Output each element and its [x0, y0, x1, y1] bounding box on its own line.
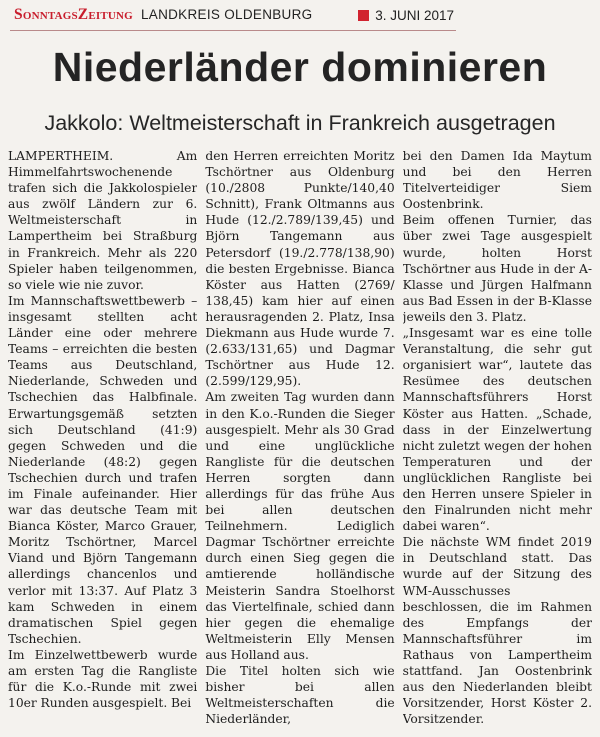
- paragraph: bei den Damen Ida Maytum und bei den Herren Titelverteidiger Siem Oostenbrink.: [402, 149, 592, 212]
- article-column-2: [205, 148, 394, 734]
- masthead: [8, 4, 592, 26]
- publication-date: 3. JUNI 2017: [375, 8, 454, 23]
- paragraph: Die nächste WM findet 2019 in Deutschland statt. Das wurde auf der Sitzung des WM-Ausschusses beschlossen, die im Rahmen des Empfangs der Mannschaftsführer im Rathaus von Lampertheim stattfand. Jan Oostenbrink aus den Niederlanden bleibt Vorsitzender, Horst Köster 2. Vorsitzender.: [402, 535, 592, 727]
- headline: Niederländer dominieren: [52, 44, 548, 90]
- newspaper-name: SonntagsZeitung: [14, 6, 133, 23]
- article-body: [8, 148, 592, 734]
- paragraph: „Insgesamt war es eine tolle Veranstaltung, die sehr gut organisiert war“, lautete das Resümee des deutschen Mannschaftsführers Horst Köster aus Hatten. „Schade, dass in der Einzelwertung nicht zuletzt wegen der hohen Temperaturen und der unglücklichen Rangliste bei den Herren unsere Spieler in den Finalrunden nicht mehr dabei waren“.: [402, 326, 592, 534]
- paragraph: Am zweiten Tag wurden dann in den K.o.-Runden die Sieger ausgespielt. Mehr als 30 Grad und eine unglückliche Rangliste für die deutschen Herren sorgten dann allerdings für das frühe Aus bei allen deutschen Teilnehmern. Lediglich Dagmar Tschörtner erreichte durch einen Sieg gegen die amtierende holländische Meisterin Sandra Stoelhorst das Viertelfinale, schied dann hier gegen die ehemalige Weltmeisterin Elly Mensen aus Holland aus.: [205, 390, 395, 662]
- masthead-rule: [10, 30, 456, 31]
- paragraph: Im Mannschaftswettbewerb – insgesamt stellten acht Länder eine oder mehrere Teams – erreichten die besten Teams aus Deutschland, Niederlande, Schweden und Tschechien das Halbfinale. Erwartungsgemäß setzten sich Deutschland (41:9) gegen Schweden und die Niederlande (48:2) gegen Tschechien durch und trafen im Finale aufeinander. Hier war das deutsche Team mit Bianca Köster, Marco Grauer, Moritz Tschörtner, Marcel Viand und Björn Tangemann allerdings chancenlos und verlor mit 13:37. Auf Platz 3 kam Schweden in einem dramatischen Spiel gegen Tschechien.: [8, 293, 198, 646]
- article-column-1: [8, 148, 197, 734]
- subheadline: Jakkolo: Weltmeisterschaft in Frankreich ausgetragen: [44, 111, 556, 135]
- article-column-3: [403, 148, 592, 734]
- edition-region: LANDKREIS OLDENBURG: [140, 7, 313, 22]
- masthead-right: [358, 8, 454, 23]
- paragraph: den Herren erreichten Moritz Tschörtner aus Oldenburg (10./2808 Punkte/140,40 Schnitt), Frank Oltmanns aus Hude (12./2.789/139,45) und Björn Tangemann aus Petersdorf (19./2.778/138,90) die besten Ergebnisse. Bianca Köster aus Hatten (2769/ 138,45) kam hier auf einen herausragenden 2. Platz, Insa Diekmann aus Hude wurde 7. (2.633/131,65) und Dagmar Tschörtner aus Hude 12. (2.599/129,95).: [205, 149, 395, 389]
- paragraph: Die Titel holten sich wie bisher bei allen Weltmeisterschaften die Niederländer,: [205, 664, 395, 727]
- square-icon: [358, 10, 369, 21]
- paragraph: LAMPERTHEIM. Am Himmelfahrtswochenende trafen sich die Jakkolospieler aus zwölf Ländern zur 6. Weltmeisterschaft in Lampertheim bei Straßburg in Frankreich. Mehr als 220 Spieler haben teilgenommen, so viele wie nie zuvor.: [8, 149, 198, 292]
- paragraph: Beim offenen Turnier, das über zwei Tage ausgespielt wurde, holten Horst Tschörtner aus Hude in der A-Klasse und Jürgen Halfmann aus Bad Essen in der B-Klasse jeweils den 3. Platz.: [402, 213, 592, 324]
- masthead-left: [14, 6, 312, 26]
- paragraph: Im Einzelwettbewerb wurde am ersten Tag die Rangliste für die K.o.-Runde mit zwei 10er Runden ausgespielt. Bei: [8, 647, 198, 711]
